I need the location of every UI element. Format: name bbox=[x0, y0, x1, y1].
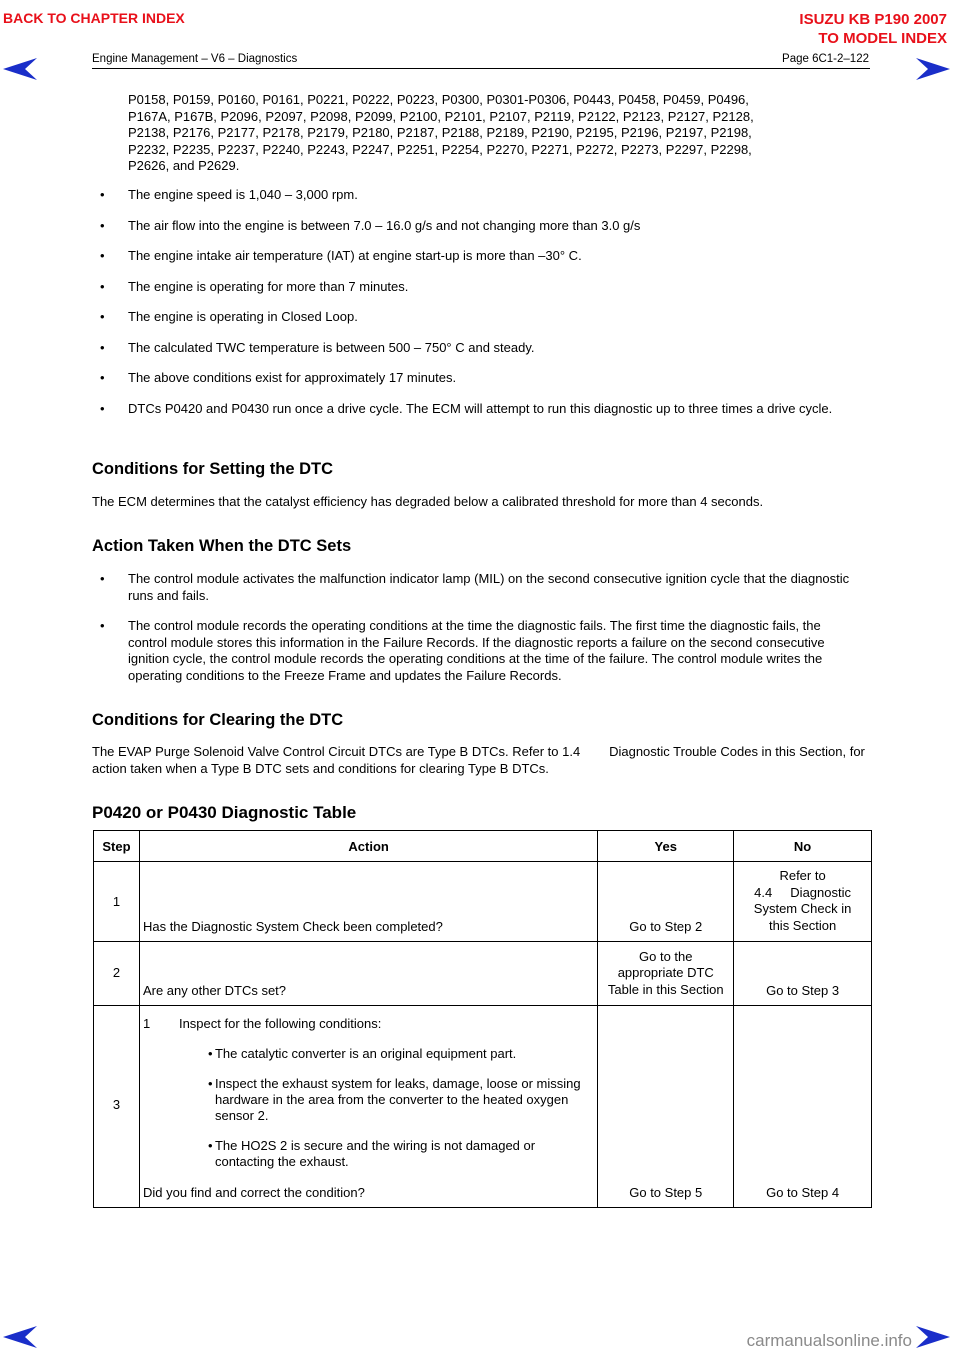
model-title[interactable]: ISUZU KB P190 2007 bbox=[799, 11, 947, 28]
section-heading-action: Action Taken When the DTC Sets bbox=[92, 537, 352, 555]
column-header-no: No bbox=[734, 831, 872, 862]
diagnostic-table bbox=[93, 830, 872, 1208]
table-row bbox=[94, 942, 872, 1006]
to-model-index-link[interactable] bbox=[799, 10, 947, 48]
section-heading-setting: Conditions for Setting the DTC bbox=[92, 460, 334, 478]
step-action: Are any other DTCs set? bbox=[142, 983, 287, 998]
next-page-arrow-bottom-icon[interactable] bbox=[916, 1326, 950, 1348]
inspect-item: The catalytic converter is an original equipment part. bbox=[214, 1046, 517, 1061]
table-row bbox=[94, 862, 872, 942]
bullet-icon: • bbox=[100, 571, 105, 586]
step-number: 2 bbox=[112, 965, 121, 980]
yes-result: Go to the appropriate DTC Table in this Section bbox=[607, 948, 724, 997]
table-header-row bbox=[94, 831, 872, 862]
no-result: Go to Step 3 bbox=[766, 983, 840, 998]
header-rule bbox=[92, 68, 870, 69]
inspect-item: Inspect the exhaust system for leaks, damage, loose or missing hardware in the area from the converter to the heated oxygen sensor 2. bbox=[214, 1076, 581, 1123]
header-section-title: Engine Management – V6 – Diagnostics bbox=[92, 53, 298, 65]
bullet-icon: • bbox=[207, 1046, 213, 1061]
condition-item: The above conditions exist for approximately 17 minutes. bbox=[128, 370, 457, 385]
step-question: Did you find and correct the condition? bbox=[142, 1185, 365, 1200]
inspect-item: The HO2S 2 is secure and the wiring is not damaged or contacting the exhaust. bbox=[214, 1138, 536, 1169]
bullet-icon: • bbox=[207, 1138, 213, 1153]
model-index-label[interactable]: TO MODEL INDEX bbox=[818, 30, 947, 47]
column-header-yes: Yes bbox=[598, 831, 734, 862]
condition-item: The engine is operating for more than 7 minutes. bbox=[128, 279, 409, 294]
bullet-icon: • bbox=[100, 370, 105, 385]
bullet-icon: • bbox=[100, 401, 105, 416]
table-title: P0420 or P0430 Diagnostic Table bbox=[92, 803, 357, 822]
condition-item: The calculated TWC temperature is between 500 – 750° C and steady. bbox=[128, 340, 535, 355]
action-item: The control module activates the malfunction indicator lamp (MIL) on the second consecutive ignition cycle that the diagnostic runs and fails. bbox=[128, 571, 850, 603]
condition-item: DTCs P0420 and P0430 run once a drive cycle. The ECM will attempt to run this diagnostic up to three times a drive cycle. bbox=[128, 401, 833, 416]
column-header-step: Step bbox=[94, 831, 140, 862]
previous-page-arrow-bottom-icon[interactable] bbox=[3, 1326, 37, 1348]
step-number: 3 bbox=[112, 1097, 121, 1112]
no-result: Refer to 4.4 Diagnostic System Check in this Section bbox=[753, 868, 852, 933]
bullet-icon: • bbox=[100, 618, 105, 633]
setting-text: The ECM determines that the catalyst efficiency has degraded below a calibrated threshold for more than 4 seconds. bbox=[92, 494, 764, 509]
step-number: 1 bbox=[112, 894, 121, 909]
bullet-icon: • bbox=[100, 309, 105, 324]
inspect-intro: Inspect for the following conditions: bbox=[178, 1016, 382, 1031]
header-page-number: Page 6C1-2–122 bbox=[782, 53, 869, 65]
bullet-icon: • bbox=[100, 187, 105, 202]
step-action: Has the Diagnostic System Check been completed? bbox=[142, 919, 443, 934]
condition-item: The air flow into the engine is between 7.0 – 16.0 g/s and not changing more than 3.0 g/s bbox=[128, 218, 641, 233]
clearing-text: The EVAP Purge Solenoid Valve Control Circuit DTCs are Type B DTCs. Refer to 1.4 Diagnostic Trouble Codes in this Section, for action taken when a Type B DTC sets and conditions for clearing Type B DTCs. bbox=[92, 744, 869, 776]
bullet-icon: • bbox=[100, 340, 105, 355]
condition-item: The engine is operating in Closed Loop. bbox=[128, 309, 358, 324]
no-result: Go to Step 4 bbox=[766, 1185, 840, 1200]
condition-item: The engine speed is 1,040 – 3,000 rpm. bbox=[128, 187, 358, 202]
dtc-list: P0158, P0159, P0160, P0161, P0221, P0222, P0223, P0300, P0301-P0306, P0443, P0458, P0459, P0496, P167A, P167B, P2096, P2097, P2098, P2099, P2100, P2101, P2107, P2119, P2122, P2123, P2127, P2128, P2138, P2176, P2177, P2178, P2179, P2180, P2187, P2188, P2189, P2190, P2195, P2196, P2197, P2198, P2232, P2235, P2237, P2240, P2243, P2247, P2251, P2254, P2270, P2271, P2272, P2273, P2297, P2298, P2626, and P2629. bbox=[128, 92, 754, 173]
yes-result: Go to Step 2 bbox=[629, 919, 703, 934]
bullet-icon: • bbox=[100, 218, 105, 233]
column-header-action: Action bbox=[139, 831, 597, 862]
bullet-icon: • bbox=[100, 279, 105, 294]
condition-item: The engine intake air temperature (IAT) at engine start-up is more than –30° C. bbox=[128, 248, 582, 263]
bullet-icon: • bbox=[207, 1076, 213, 1091]
site-watermark: carmanualsonline.info bbox=[746, 1331, 912, 1350]
bullet-icon: • bbox=[100, 248, 105, 263]
table-row bbox=[94, 1006, 872, 1208]
section-heading-clearing: Conditions for Clearing the DTC bbox=[92, 711, 344, 729]
yes-result: Go to Step 5 bbox=[629, 1185, 703, 1200]
action-item: The control module records the operating conditions at the time the diagnostic fails. The first time the diagnostic fails, the control module stores this information in the Failure Records. If the diagnostic reports a failure on the second consecutive ignition cycle, the control module records the operating conditions at the time of the failure. The control module writes the operating conditions to the Freeze Frame and updates the Failure Records. bbox=[128, 618, 825, 683]
next-page-arrow-icon[interactable] bbox=[916, 58, 950, 80]
back-to-chapter-index-link[interactable]: BACK TO CHAPTER INDEX bbox=[3, 10, 185, 26]
previous-page-arrow-icon[interactable] bbox=[3, 58, 37, 80]
inspect-step-number: 1 bbox=[142, 1016, 151, 1031]
